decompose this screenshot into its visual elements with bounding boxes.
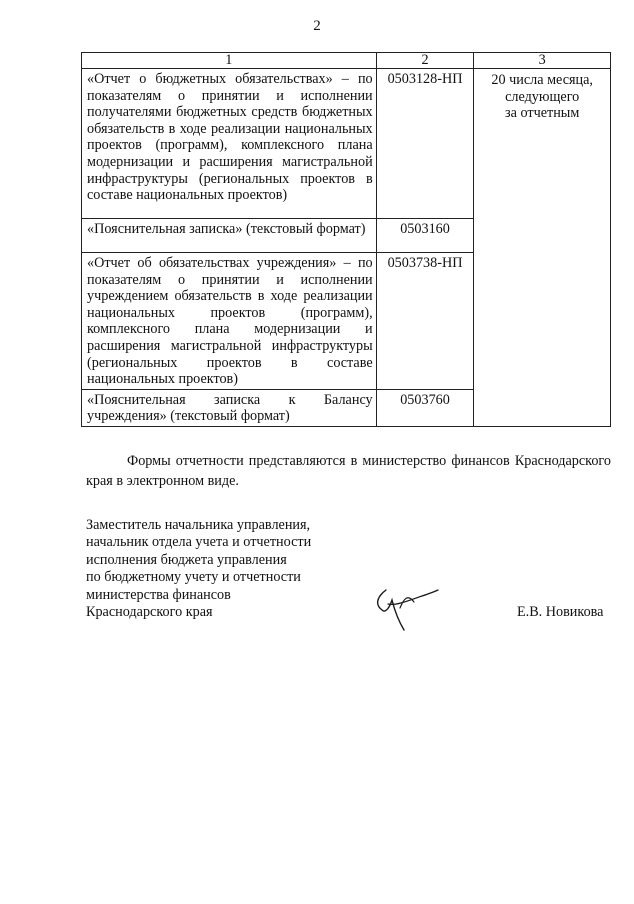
- form-code: 0503128-НП: [376, 69, 474, 219]
- column-header-3: 3: [474, 53, 611, 69]
- table-row: [82, 69, 611, 219]
- handwritten-signature: [370, 584, 440, 634]
- position-line: Заместитель начальника управления,: [86, 517, 311, 533]
- table-header-row: [82, 53, 611, 69]
- page-number: 2: [313, 18, 321, 34]
- form-description: «Пояснительная записка» (текстовый формат): [82, 219, 377, 253]
- form-description: «Пояснительная записка к Балансу учреждения» (текстовый формат): [82, 389, 377, 426]
- deadline-line: 20 числа месяца,: [491, 72, 593, 88]
- position-line: Краснодарского края: [86, 604, 213, 621]
- form-code: 0503160: [376, 219, 474, 253]
- signatory-position: [86, 517, 311, 621]
- reporting-forms-table: [81, 52, 611, 427]
- form-description: «Отчет об обязательствах учреждения» – по показателям о принятии и исполнении учреждением обязательств в ходе реализации национальных проектов (программ), комплексного плана модернизации и расширения магистральной инфраструктуры (региональных проектов в составе национальных проектов): [82, 253, 377, 390]
- deadline-line: следующего: [505, 88, 580, 105]
- column-header-1: 1: [82, 53, 377, 69]
- position-line: по бюджетному учету и отчетности: [86, 569, 301, 586]
- deadline-line: за отчетным: [505, 105, 580, 122]
- position-line: начальник отдела учета и отчетности: [86, 534, 312, 551]
- form-description: «Отчет о бюджетных обязательствах» – по показателям о принятии и исполнении получателями бюджетных средств бюджетных обязательств в ходе реализации национальных проектов (программ), комплексного плана модернизации и расширения магистральной инфраструктуры (региональных проектов в составе национальных проектов): [82, 69, 377, 219]
- column-header-2: 2: [376, 53, 474, 69]
- signatory-name: Е.В. Новикова: [517, 604, 604, 620]
- form-code: 0503738-НП: [376, 253, 474, 390]
- submission-deadline: [474, 69, 611, 427]
- position-line: исполнения бюджета управления: [86, 551, 287, 568]
- submission-note: Формы отчетности представляются в министерство финансов Краснодарского края в электронном виде.: [86, 453, 611, 489]
- form-code: 0503760: [376, 389, 474, 426]
- position-line: министерства финансов: [86, 586, 231, 603]
